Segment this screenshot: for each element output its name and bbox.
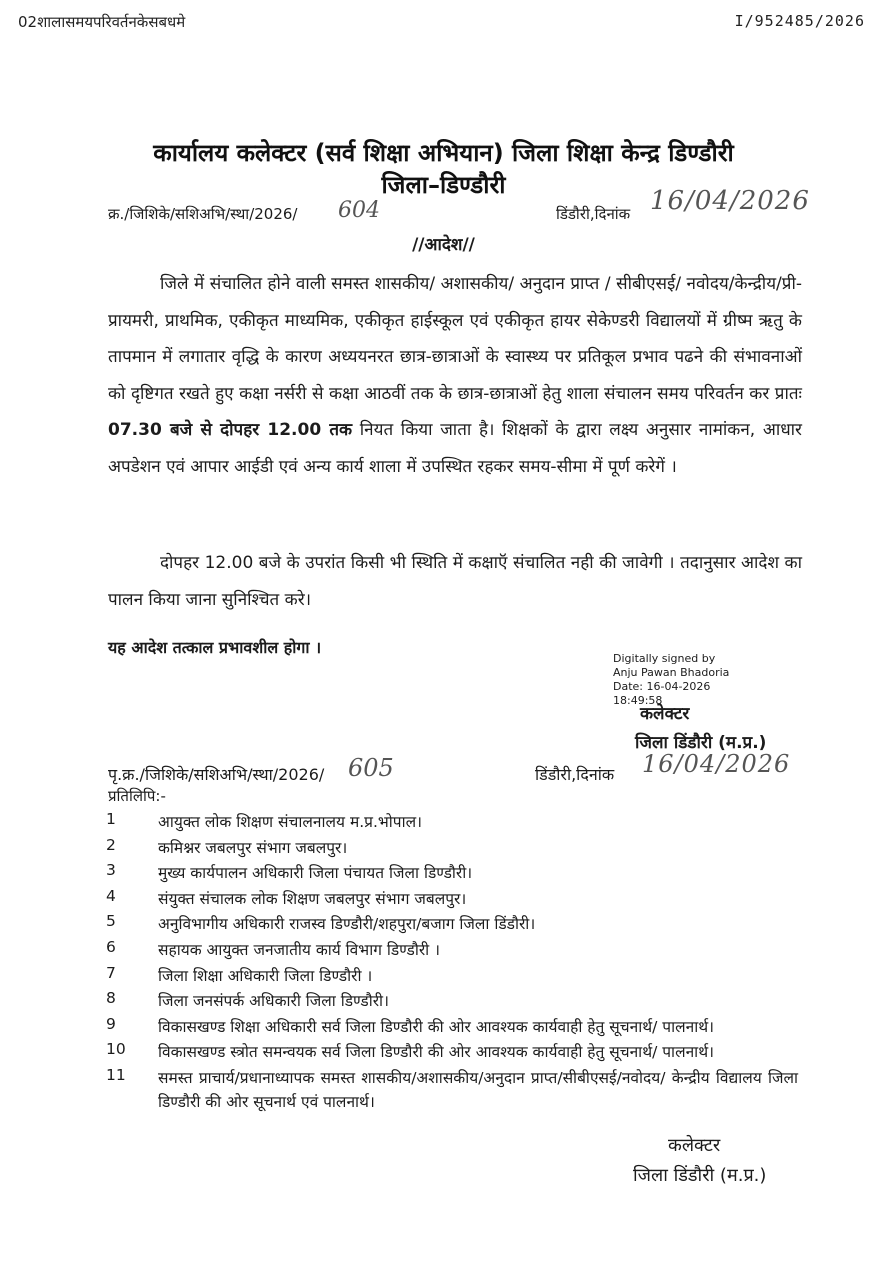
copy-date: 16/04/2026	[642, 750, 791, 778]
list-item	[0, 810, 887, 836]
list-item-number: 8	[106, 989, 116, 1008]
digital-signature	[613, 652, 743, 708]
order-ref-prefix: क्र./जिशिके/सशिअभि/स्था/2026/	[108, 205, 298, 223]
list-item	[0, 1015, 887, 1041]
list-item-text: अनुविभागीय अधिकारी राजस्व डिण्डौरी/शहपुरा/बजाग जिला डिंडौरी।	[158, 915, 536, 934]
copy-ref-prefix: पृ.क्र./जिशिके/सशिअभि/स्था/2026/	[108, 765, 325, 784]
body-paragraph-1	[108, 266, 802, 485]
list-item-number: 1	[106, 810, 116, 828]
order-place-date-label: डिंडौरी,दिनांक	[556, 205, 631, 223]
signature-line-1: Digitally signed by	[613, 652, 716, 665]
list-item	[0, 887, 887, 913]
body-paragraph-2: दोपहर 12.00 बजे के उपरांत किसी भी स्थिति में कक्षाऍ संचालित नही की जावेगी । तदानुसार आदेश का पालन किया जाना सुनिश्चित करे।	[108, 553, 802, 610]
list-item-text: मुख्य कार्यपालन अधिकारी जिला पंचायत जिला डिण्डौरी।	[158, 864, 473, 883]
list-item-number: 7	[106, 963, 116, 982]
signatory-district: जिला डिंडौरी (म.प्र.)	[635, 733, 767, 753]
list-item-text: आयुक्त लोक शिक्षण संचालनालय म.प्र.भोपाल।	[158, 813, 423, 831]
list-item-number: 3	[106, 861, 116, 880]
list-item-text: विकासखण्ड शिक्षा अधिकारी सर्व जिला डिण्डौरी की ओर आवश्यक कार्यवाही हेतु सूचनार्थ/ पालनार्थ।	[158, 1017, 714, 1036]
list-item-text: जिला जनसंपर्क अधिकारी जिला डिण्डौरी।	[158, 992, 389, 1011]
order-heading: //आदेश//	[412, 235, 475, 255]
list-item	[0, 912, 887, 938]
footer-district: जिला डिंडौरी (म.प्र.)	[633, 1165, 767, 1186]
list-item	[0, 989, 887, 1015]
list-item-number: 6	[106, 937, 116, 956]
list-item	[0, 1040, 887, 1066]
order-date: 16/04/2026	[650, 186, 810, 216]
office-title: कार्यालय कलेक्टर (सर्व शिक्षा अभियान) जिला शिक्षा केन्द्र डिण्डौरी	[153, 139, 734, 167]
list-item	[0, 964, 887, 990]
body-paragraph-1-text: जिले में संचालित होने वाली समस्त शासकीय/ अशासकीय/ अनुदान प्राप्त / सीबीएसई/ नवोदय/केन्द्रीय/प्री-प्रायमरी, प्राथमिक, एकीकृत माध्यमिक, एकीकृत हाईस्कूल एवं एकीकृत हायर सेकेण्डरी विद्यालयों में ग्रीष्म ऋतु के तापमान में लगातार वृद्धि के कारण अध्ययनरत छात्र-छात्राओं के स्वास्थ्य पर प्रतिकूल प्रभाव पढने की संभावनाओं को दृष्टिगत रखते हुए कक्षा नर्सरी से कक्षा आठवीं तक के छात्र-छात्राओं हेतु शाला संचालन समय परिवर्तन कर प्रातः	[108, 274, 802, 404]
list-item-number: 11	[106, 1065, 126, 1084]
copy-to-label: प्रतिलिपि:-	[108, 787, 166, 805]
list-item	[0, 938, 887, 964]
list-item-text: सहायक आयुक्त जनजातीय कार्य विभाग डिण्डौरी ।	[158, 940, 440, 959]
list-item	[0, 836, 887, 862]
body-paragraph-1-text-2: नियत किया जाता है। शिक्षकों के द्वारा लक्ष्य अनुसार नामांकन, आधार अपडेशन एवं आपार आईडी एवं अन्य कार्य शाला में उपस्थित रहकर समय-सीमा में पूर्ण करेगें ।	[108, 420, 803, 477]
list-item-text: संयुक्त संचालक लोक शिक्षण जबलपुर संभाग जबलपुर।	[158, 889, 467, 908]
list-item-number: 10	[106, 1040, 126, 1059]
list-item-number: 9	[106, 1014, 116, 1033]
list-item-text: कमिश्नर जबलपुर संभाग जबलपुर।	[158, 838, 348, 857]
list-item	[0, 861, 887, 887]
copy-place-date-label: डिंडौरी,दिनांक	[535, 765, 615, 784]
signature-date: Date: 16-04-2026	[613, 680, 711, 693]
list-item-number: 5	[106, 912, 116, 931]
school-timing: 07.30 बजे से दोपहर 12.00 तक	[108, 420, 353, 440]
effective-statement: यह आदेश तत्काल प्रभावशील होगा ।	[108, 638, 322, 657]
copy-recipient-list	[0, 810, 887, 1116]
file-name-header: 02शालासमयपरिवर्तनकेसबधमे	[18, 13, 186, 31]
document-id: I/952485/2026	[734, 12, 865, 30]
order-ref-number: 604	[338, 198, 380, 223]
signature-time: 18:49:58	[613, 694, 663, 707]
footer-title: कलेक्टर	[668, 1135, 721, 1156]
signature-name: Anju Pawan Bhadoria	[613, 666, 730, 679]
list-item-text: जिला शिक्षा अधिकारी जिला डिण्डौरी ।	[158, 966, 373, 985]
signatory-title: कलेक्टर	[640, 704, 690, 724]
list-item-text: विकासखण्ड स्त्रोत समन्वयक सर्व जिला डिण्डौरी की ओर आवश्यक कार्यवाही हेतु सूचनार्थ/ पालनार्थ।	[158, 1043, 714, 1062]
list-item-text: समस्त प्राचार्य/प्रधानाध्यापक समस्त शासकीय/अशासकीय/अनुदान प्राप्त/सीबीएसई/नवोदय/ केन्द्रीय विद्यालय जिला डिण्डौरी की ओर सूचनार्थ एवं पालनार्थ।	[158, 1068, 798, 1111]
list-item-number: 2	[106, 835, 116, 854]
office-district: जिला–डिण्डौरी	[381, 171, 506, 199]
copy-ref-number: 605	[348, 754, 394, 782]
list-item-number: 4	[106, 886, 116, 905]
list-item	[0, 1066, 887, 1116]
